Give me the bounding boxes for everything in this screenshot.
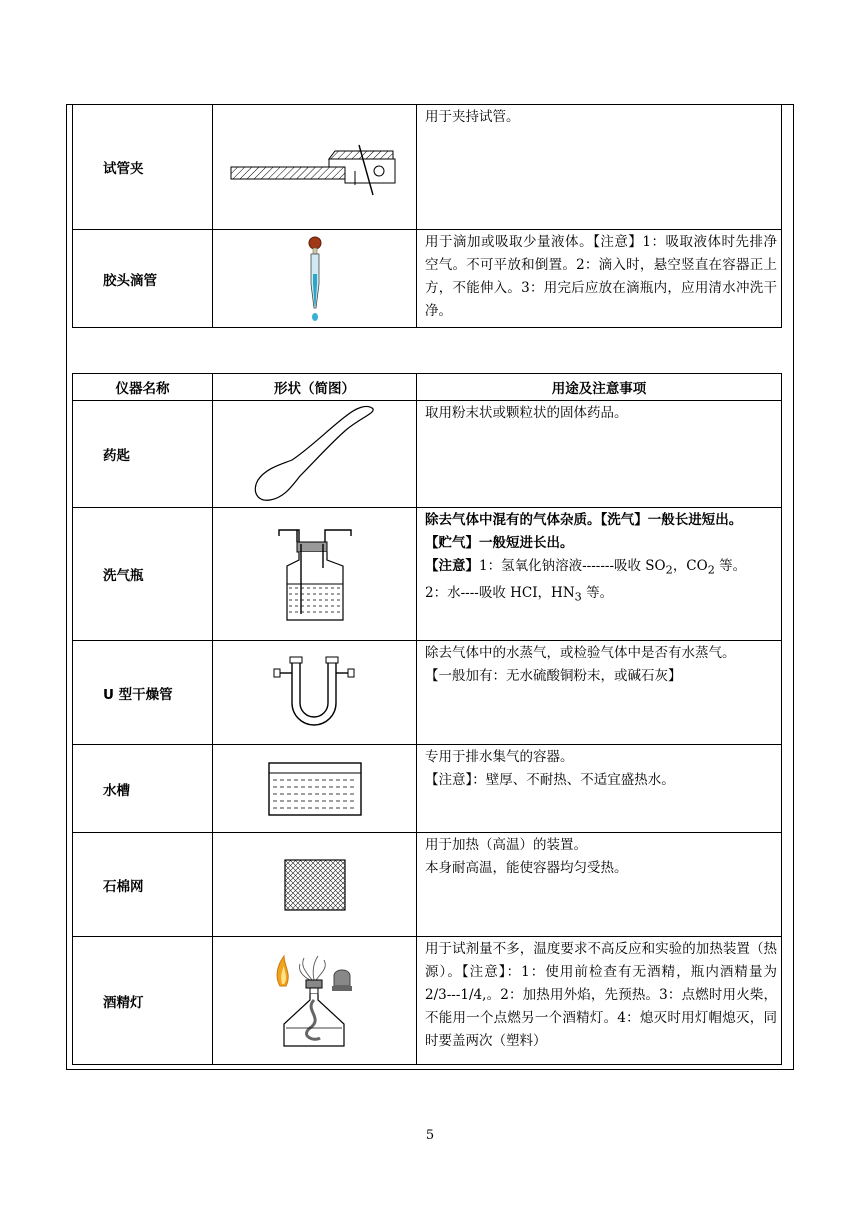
page-number: 5 xyxy=(425,1128,435,1143)
apparatus-usage xyxy=(417,833,782,937)
note-label: 【注意】 xyxy=(461,964,507,980)
note-label: 【注意】 xyxy=(425,558,479,574)
table-row xyxy=(73,641,782,745)
table-header xyxy=(73,374,782,401)
subscript: 2 xyxy=(665,563,673,577)
apparatus-name: 胶头滴管 xyxy=(73,230,213,328)
table-row xyxy=(73,833,782,937)
medicine-spoon-icon xyxy=(250,404,380,504)
usage-line: 专用于排水集气的容器。 xyxy=(425,749,574,765)
usage-line: 除去气体中的水蒸气，或检验气体中是否有水蒸气。 xyxy=(425,645,736,661)
usage-bold-line: 【贮气】一般短进长出。 xyxy=(425,535,574,551)
table-row xyxy=(73,230,782,328)
apparatus-usage xyxy=(417,641,782,745)
apparatus-usage: 用于夹持试管。 xyxy=(417,105,782,230)
apparatus-usage: 取用粉末状或颗粒状的固体药品。 xyxy=(417,401,782,508)
usage-note-line xyxy=(425,769,777,792)
test-tube-clamp-icon xyxy=(225,137,405,197)
apparatus-usage xyxy=(417,937,782,1065)
header-shape: 形状（简图） xyxy=(213,374,417,401)
usage-note-line xyxy=(425,555,777,582)
note-text: ：壁厚、不耐热、不适宜盛热水。 xyxy=(472,772,675,788)
usage-line xyxy=(425,938,777,1053)
usage-text: 用于试剂量不多，温度要求不高反应和实验的加热装置（热源）。 xyxy=(425,941,777,980)
usage-bold-line: 除去气体中混有的气体杂质。【洗气】一般长进短出。 xyxy=(425,512,743,528)
usage-line: 本身耐高温，能使容器均匀受热。 xyxy=(425,860,628,876)
subscript: 2 xyxy=(707,563,715,577)
header-name: 仪器名称 xyxy=(73,374,213,401)
header-usage: 用途及注意事项 xyxy=(417,374,782,401)
table-row xyxy=(73,401,782,508)
apparatus-name: 水槽 xyxy=(73,745,213,833)
apparatus-usage: 用于滴加或吸取少量液体。【注意】1：吸取液体时先排净空气。不可平放和倒置。2：滴入时，悬空竖直在容器正上方，不能伸入。3：用完后应放在滴瓶内，应用清水冲洗干净。 xyxy=(417,230,782,328)
usage-text: ：1：使用前检查有无酒精，瓶内酒精量为 2/3---1/4,。2：加热用外焰，先预热。3：点燃时用火柴，不能用一个点燃另一个酒精灯。4：熄灭时用灯帽熄灭，同时要盖两次（塑料） xyxy=(425,964,777,1049)
note-text: ，CO xyxy=(672,558,708,574)
table-row xyxy=(73,508,782,641)
note-label: 【注意】 xyxy=(425,772,473,788)
apparatus-usage xyxy=(417,508,782,641)
apparatus-name: 试管夹 xyxy=(73,105,213,230)
note-text: 等。 xyxy=(581,584,614,601)
apparatus-name: 药匙 xyxy=(73,401,213,508)
asbestos-gauze-icon xyxy=(283,858,347,912)
apparatus-table xyxy=(72,373,782,1065)
table-row xyxy=(73,745,782,833)
subscript: 3 xyxy=(574,590,582,604)
usage-line: 用于加热（高温）的装置。 xyxy=(425,837,587,853)
apparatus-name: 洗气瓶 xyxy=(73,508,213,641)
usage-note-line xyxy=(425,582,777,609)
u-tube-icon xyxy=(270,653,360,733)
usage-line: 【一般加有：无水硫酸铜粉末，或碱石灰】 xyxy=(425,668,682,684)
water-trough-icon xyxy=(265,759,365,819)
dropper-icon xyxy=(300,234,330,324)
apparatus-name: 酒精灯 xyxy=(73,937,213,1065)
alcohol-lamp-icon xyxy=(270,946,360,1056)
gas-washing-bottle-icon xyxy=(275,524,355,624)
apparatus-name: 石棉网 xyxy=(73,833,213,937)
apparatus-name: U 型干燥管 xyxy=(73,641,213,745)
note-text: 等。 xyxy=(714,558,747,574)
apparatus-usage xyxy=(417,745,782,833)
note-text: 1：氢氧化钠溶液-------吸收 SO xyxy=(479,558,666,574)
apparatus-table-top xyxy=(72,104,782,328)
table-row xyxy=(73,105,782,230)
note-text: 2：水----吸收 HCI，HN xyxy=(425,584,575,601)
table-row xyxy=(73,937,782,1065)
